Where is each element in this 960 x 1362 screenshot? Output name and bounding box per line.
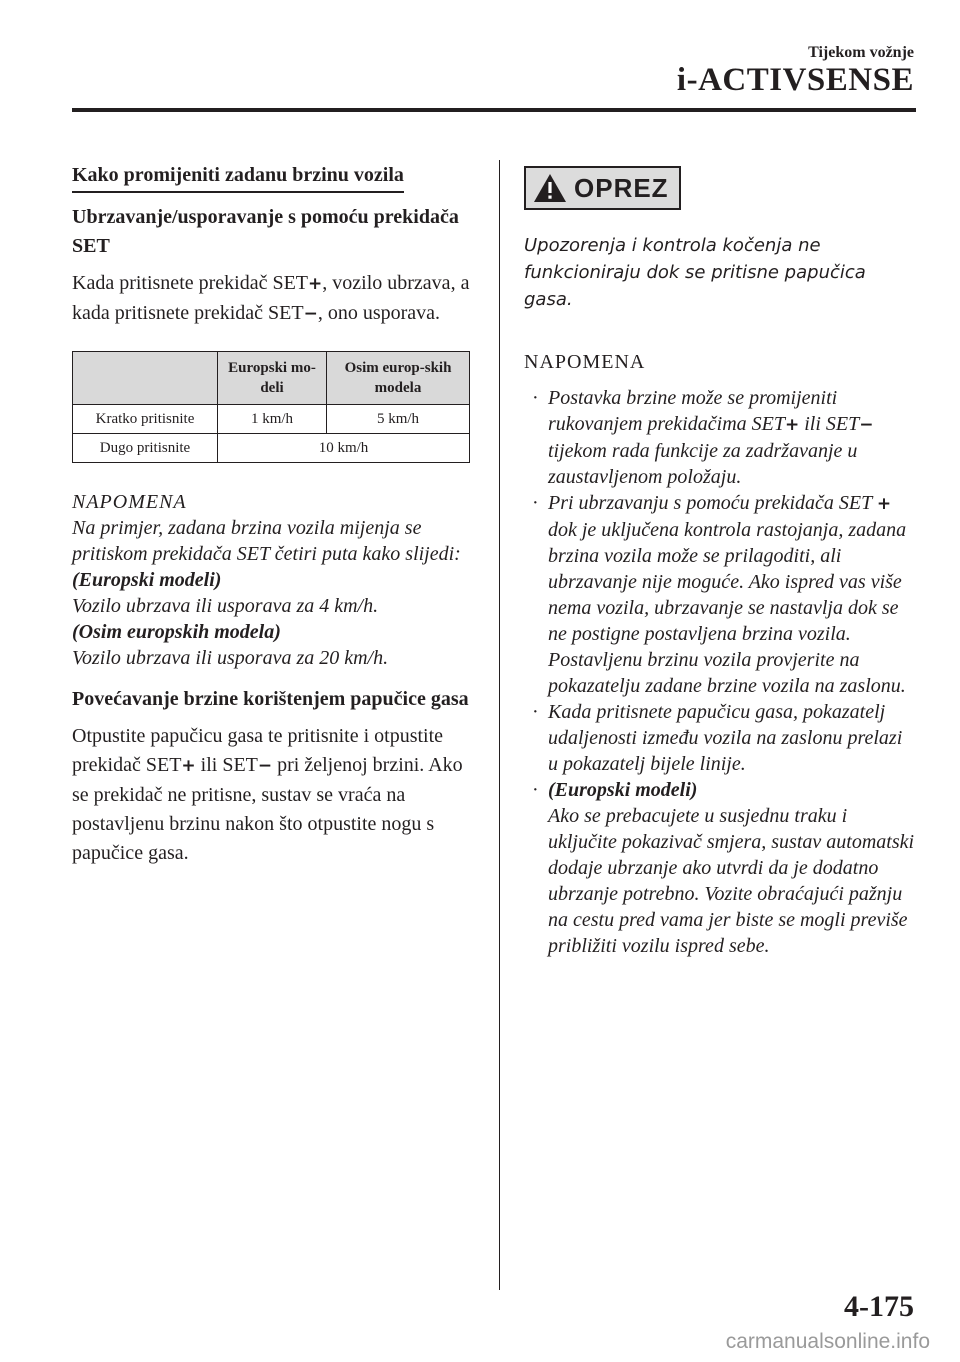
note-label: NAPOMENA [72,491,187,513]
table-row [73,405,470,434]
caution-box [524,166,681,210]
caution-label: OPREZ [574,172,669,203]
minus-icon: − [257,756,273,776]
paragraph-set-switch: Kada pritisnete prekidač SET+, vozilo ubrzava, a kada pritisnete prekidač SET−, ono usporava. [72,272,470,324]
table-row [73,434,470,463]
cell-value: 1 km/h [218,405,327,434]
watermark: carmanualsonline.info [725,1330,930,1353]
note-label: NAPOMENA [524,351,646,373]
table-header-row [73,352,470,405]
column-divider [499,160,500,1290]
subheading-accelerator: Povećavanje brzine korištenjem papučice gasa [72,688,469,710]
minus-icon: − [859,415,874,435]
subheading-set-switch: Ubrzavanje/usporavanje s pomoću prekidača SET [72,206,459,257]
row-label: Dugo pritisnite [73,434,218,463]
section-title: i-ACTIVSENSE [676,62,914,98]
list-item: · (Europski modeli) Ako se prebacujete u susjednu traku i uključite pokazivač smjera, sustav automatski dodaje ubrzanje ako utvrdi da je dodatno ubrzanje potrebno. Vozite obraćajući pažnju na cestu pred vama jer biste se mogli previše približiti vozilu ispred sebe. [532,779,915,957]
chapter-label: Tijekom vožnje [808,44,914,61]
table-header-empty [73,352,218,405]
left-column [72,160,470,868]
speed-table [72,351,470,463]
warning-triangle-icon [532,172,568,204]
plus-icon: + [876,494,892,514]
table-header-european: Europski mo-deli [218,352,327,405]
caution-text: Upozorenja i kontrola kočenja ne funkcioniraju dok se pritisne papučica gasa. [524,235,866,310]
list-item: · Pri ubrzavanju s pomoću prekidača SET + dok je uključena kontrola rastojanja, zadana brzina vozila može se prilagoditi, ali ubrzavanje nije moguće. Ako ispred vas više nema vozila, ubrzavanje se nastavlja dok se ne postigne postavljena brzina vozila. Postavljenu brzinu vozila provjerite na pokazatelju zadane brzine vozila na zaslonu. [532,492,907,697]
plus-icon: + [308,274,323,294]
right-column [524,166,916,959]
note-list [524,385,916,959]
plus-icon: + [784,415,800,435]
page-number: 4-175 [844,1290,914,1323]
cell-value: 10 km/h [218,434,470,463]
header-rule [72,108,916,112]
list-item: · Postavka brzine može se promijeniti rukovanjem prekidačima SET+ ili SET− tijekom rada funkcije za zadržavanje u zaustavljenom položaju. [532,387,874,488]
section-heading: Kako promijeniti zadanu brzinu vozila [72,160,404,193]
minus-icon: − [303,304,318,324]
note-text: Na primjer, zadana brzina vozila mijenja se pritiskom prekidača SET četiri puta kako slijedi: (Europski modeli) Vozilo ubrzava ili usporava za 4 km/h. (Osim europskih modela) Vozilo ubrzava ili usporava za 20 km/h. [72,517,461,669]
row-label: Kratko pritisnite [73,405,218,434]
paragraph-accelerator: Otpustite papučicu gasa te pritisnite i otpustite prekidač SET+ ili SET− pri željenoj brzini. Ako se prekidač ne pritisne, sustav se vraća na postavljenu brzinu nakon što otpustite nogu s papučice gasa. [72,725,463,864]
cell-value: 5 km/h [327,405,470,434]
list-item: · Kada pritisnete papučicu gasa, pokazatelj udaljenosti između vozila na zaslonu prelazi u pokazatelj bijele linije. [532,701,903,775]
plus-icon: + [181,756,196,776]
table-header-non-european: Osim europ-skih modela [327,352,470,405]
